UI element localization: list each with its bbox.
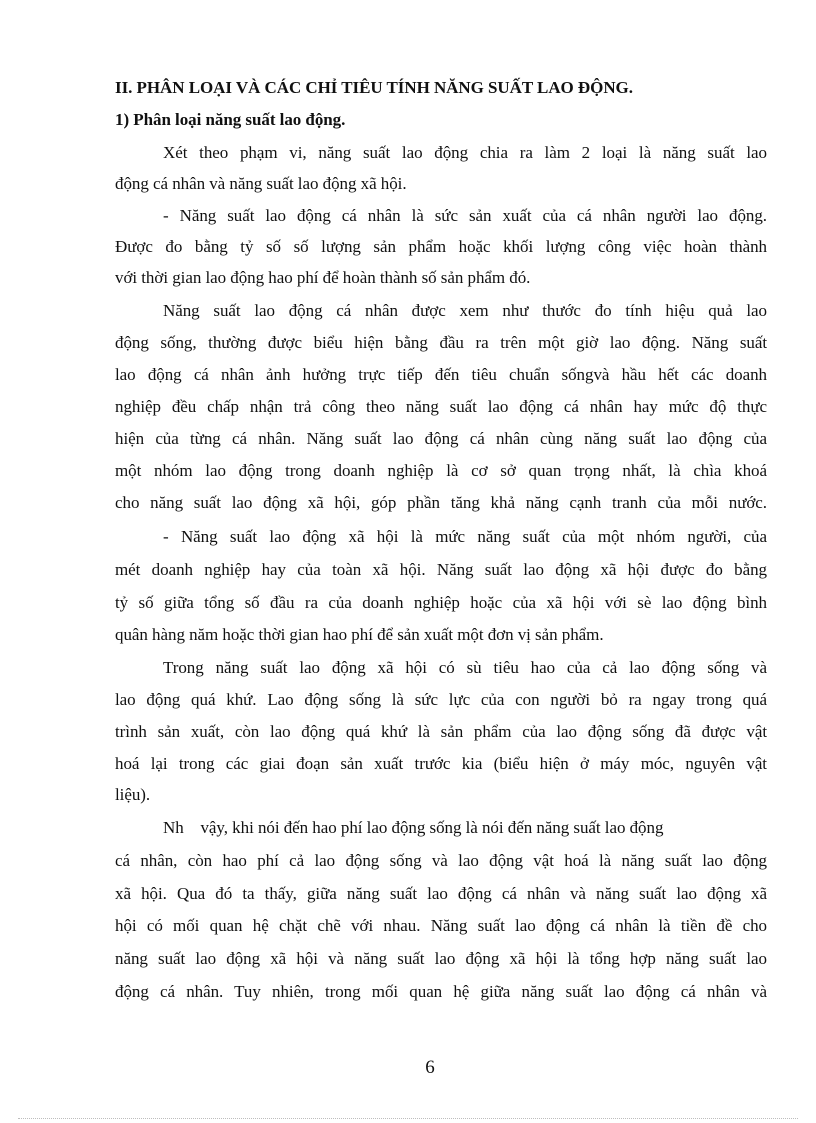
paragraph-line: Được đo bằng tỷ số số lượng sản phẩm hoặc khối lượng công việc hoàn thành xyxy=(115,237,767,256)
paragraph-line: Năng suất lao động cá nhân được xem như thước đo tính hiệu quả lao xyxy=(163,301,767,320)
paragraph-line: quân hàng năm hoặc thời gian hao phí để sản xuất một đơn vị sản phẩm. xyxy=(115,625,604,644)
paragraph-line: nghiệp đều chấp nhận trả công theo năng suất lao động cá nhân hay mức độ thực xyxy=(115,397,767,416)
paragraph-line: động cá nhân. Tuy nhiên, trong mối quan hệ giữa năng suất lao động cá nhân và xyxy=(115,982,767,1001)
paragraph-line: tỷ số giữa tổng số đầu ra của doanh nghiệp hoặc của xã hội với sè lao động bình xyxy=(115,593,767,612)
paragraph-line: lao động quá khứ. Lao động sống là sức lực của con người bỏ ra ngay trong quá xyxy=(115,690,767,709)
paragraph-line: năng suất lao động xã hội và năng suất lao động xã hội là tổng hợp năng suất lao xyxy=(115,949,767,968)
paragraph-line: Trong năng suất lao động xã hội có sù tiêu hao của cả lao động sống và xyxy=(163,658,767,677)
subsection-heading: 1) Phân loại năng suất lao động. xyxy=(115,110,346,129)
paragraph-line: hiện của từng cá nhân. Năng suất lao động cá nhân cùng năng suất lao động của xyxy=(115,429,767,448)
paragraph-line: trình sản xuất, còn lao động quá khứ là sản phẩm của lao động sống đã được vật xyxy=(115,722,767,741)
paragraph-line: với thời gian lao động hao phí để hoàn thành số sản phẩm đó. xyxy=(115,268,531,287)
section-heading: II. PHÂN LOẠI VÀ CÁC CHỈ TIÊU TÍNH NĂNG SUẤT LAO ĐỘNG. xyxy=(115,78,633,97)
paragraph-line: hoá lại trong các giai đoạn sản xuất trước kia (biểu hiện ở máy móc, nguyên vật xyxy=(115,754,767,773)
paragraph-line: hội có mối quan hệ chặt chẽ với nhau. Năng suất lao động cá nhân là tiền đề cho xyxy=(115,916,767,935)
paragraph-line: xã hội. Qua đó ta thấy, giữa năng suất lao động cá nhân và năng suất lao động xã xyxy=(115,884,767,903)
page-bottom-border xyxy=(18,1118,798,1119)
paragraph-line: - Năng suất lao động xã hội là mức năng suất của một nhóm người, của xyxy=(163,527,767,546)
paragraph-line: một nhóm lao động trong doanh nghiệp là cơ sở quan trọng nhất, là chìa khoá xyxy=(115,461,767,480)
paragraph-line: mét doanh nghiệp hay của toàn xã hội. Năng suất lao động xã hội được đo bằng xyxy=(115,560,767,579)
paragraph-line: động sống, thường được biểu hiện bằng đầu ra trên một giờ lao động. Năng suất xyxy=(115,333,767,352)
paragraph-line: Nh vậy, khi nói đến hao phí lao động sống là nói đến năng suất lao động xyxy=(163,818,664,837)
paragraph-line: lao động cá nhân ảnh hưởng trực tiếp đến tiêu chuẩn sốngvà hầu hết các doanh xyxy=(115,365,767,384)
paragraph-line: Xét theo phạm vi, năng suất lao động chia ra làm 2 loại là năng suất lao xyxy=(163,143,767,162)
page-number: 6 xyxy=(425,1057,435,1078)
paragraph-line: cá nhân, còn hao phí cả lao động sống và lao động vật hoá là năng suất lao động xyxy=(115,851,767,870)
paragraph-line: động cá nhân và năng suất lao động xã hội. xyxy=(115,174,407,193)
paragraph-line: liệu). xyxy=(115,785,151,804)
paragraph-line: cho năng suất lao động xã hội, góp phần tăng khả năng cạnh tranh của mỗi nước. xyxy=(115,493,767,512)
paragraph-line: - Năng suất lao động cá nhân là sức sản xuất của cá nhân người lao động. xyxy=(163,206,767,225)
